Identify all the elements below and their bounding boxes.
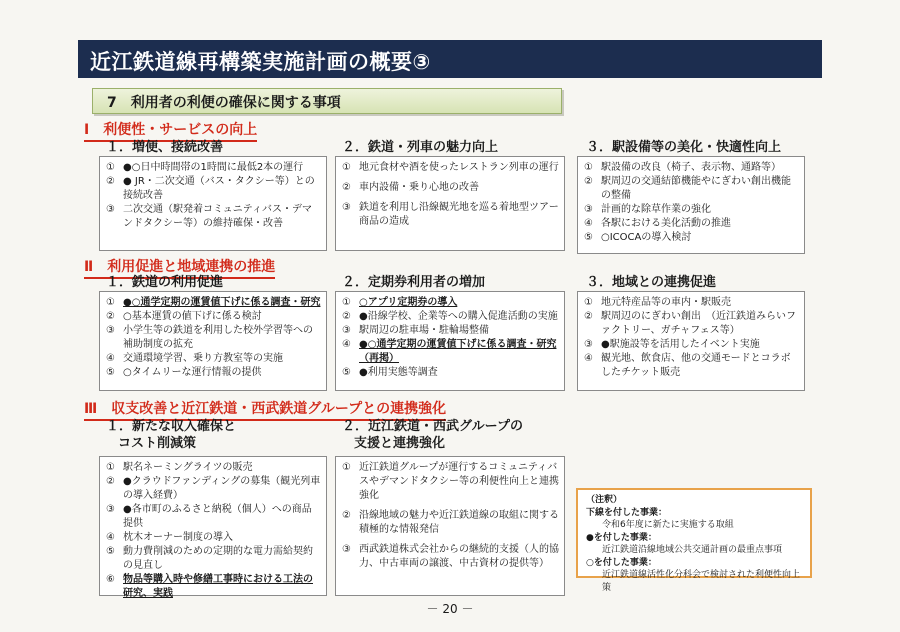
s1-col2-box <box>335 156 565 251</box>
list-item: ④ ●○通学定期の運賃値下げに係る調査・研究（再掲） <box>342 339 557 364</box>
note-line: 下線を付した事業： <box>586 507 668 518</box>
list-item: ③ 二次交通（駅発着コミュニティバス・デマンドタクシー等）の維持確保・改善 <box>106 204 312 229</box>
list-item: ② 沿線地域の魅力や近江鉄道線の取組に関する積極的な情報発信 <box>342 510 559 535</box>
list-item: ① ●○通学定期の運賃値下げに係る調査・研究 <box>106 297 321 308</box>
note-line: ●を付した事業： <box>586 532 657 543</box>
s3-col1-box <box>99 456 327 599</box>
s1-col3-box <box>577 156 805 254</box>
list-item: ⑥ 物品等購入時や修繕工事時における工法の研究、実践 <box>106 574 313 599</box>
s2-col3-title: ３．地域との連携促進 <box>586 275 717 290</box>
list-item: ③ ●各市町のふるさと納税（個人）への商品提供 <box>106 504 312 529</box>
list-item: ① 近江鉄道グループが運行するコミュニティバスやデマンドタクシー等の利便性向上と連携強化 <box>342 462 559 501</box>
note-line: ○を付した事業： <box>586 557 657 568</box>
s3-col1-title: １．新たな収入確保と コスト削減策 <box>106 419 237 451</box>
list-item: ② ●沿線学校、企業等への購入促進活動の実施 <box>342 311 558 322</box>
list-item: ③ 鉄道を利用し沿線観光地を巡る着地型ツアー商品の造成 <box>342 202 559 227</box>
list-item: ② ●クラウドファンディングの募集（観光列車の導入経費） <box>106 476 321 501</box>
list-item: ① ●○日中時間帯の1時間に最低2本の運行 <box>106 162 304 173</box>
list-item: ② 駅周辺の交通結節機能やにぎわい創出機能の整備 <box>584 176 791 201</box>
section-3-heading: Ⅲ 収支改善と近江鉄道・西武鉄道グループとの連携強化 <box>84 398 446 421</box>
list-item: ② 車内設備・乗り心地の改善 <box>342 182 479 193</box>
s2-col1-box <box>99 291 327 391</box>
list-item: ④ 交通環境学習、乗り方教室等の実施 <box>106 353 283 364</box>
s1-col1-box <box>99 156 327 251</box>
list-item: ③ 西武鉄道株式会社からの継続的支援（人的協力、中古車両の譲渡、中古資材の提供等） <box>342 544 559 569</box>
list-item: ③ 駅周辺の駐車場・駐輪場整備 <box>342 325 489 336</box>
page-title: 近江鉄道線再構築実施計画の概要③ <box>78 40 822 78</box>
list-item: ④ 観光地、飲食店、他の交通モードとコラボしたチケット販売 <box>584 353 791 378</box>
list-item: ① 駅名ネーミングライツの販売 <box>106 462 253 473</box>
s2-col1-title: １．鉄道の利用促進 <box>106 275 224 290</box>
note-title: （注釈） <box>586 495 623 505</box>
list-item: ② 駅周辺のにぎわい創出 （近江鉄道みらいファクトリー、ガチャフェス等） <box>584 311 796 336</box>
list-item: ③ 小学生等の鉄道を利用した校外学習等への補助制度の拡充 <box>106 325 313 350</box>
s1-col2-title: ２．鉄道・列車の魅力向上 <box>342 140 499 155</box>
s1-col1-title: １．増便、接続改善 <box>106 140 224 155</box>
section-1-heading: Ⅰ 利便性・サービスの向上 <box>84 119 257 142</box>
list-item: ④ 各駅における美化活動の推進 <box>584 218 731 229</box>
list-item: ② ● JR・二次交通（バス・タクシー等）との接続改善 <box>106 176 315 201</box>
annotation-note <box>576 488 812 593</box>
note-line: 令和6年度に新たに実施する取組 <box>602 520 734 530</box>
s2-col3-box <box>577 291 805 391</box>
s2-col2-box <box>335 291 565 391</box>
list-item: ③ 計画的な除草作業の強化 <box>584 204 711 215</box>
s2-col2-title: ２．定期券利用者の増加 <box>342 275 486 290</box>
page-number: － 20 － <box>426 602 474 616</box>
note-line: 近江鉄道沿線地域公共交通計画の最重点事項 <box>602 545 783 555</box>
list-item: ① 駅設備の改良（椅子、表示物、通路等） <box>584 162 781 173</box>
list-item: ⑤ ○タイムリーな運行情報の提供 <box>106 367 262 378</box>
note-line: 近江鉄道線活性化分科会で検討された利便性向上策 <box>602 570 801 593</box>
list-item: ⑤ 動力費削減のための定期的な電力需給契約の見直し <box>106 546 313 571</box>
list-item: ① 地元特産品等の車内・駅販売 <box>584 297 731 308</box>
list-item: ② ○基本運賃の値下げに係る検討 <box>106 311 262 322</box>
list-item: ⑤ ●利用実態等調査 <box>342 367 438 378</box>
list-item: ③ ●駅施設等を活用したイベント実施 <box>584 339 760 350</box>
s1-col3-title: ３．駅設備等の美化・快適性向上 <box>586 140 782 155</box>
list-item: ④ 枕木オーナー制度の導入 <box>106 532 233 543</box>
list-item: ⑤ ○ICOCAの導入検討 <box>584 232 692 243</box>
s3-col2-box <box>335 456 565 596</box>
list-item: ① ○アプリ定期券の導入 <box>342 297 458 308</box>
s3-col2-title: ２．近江鉄道・西武グループの 支援と連携強化 <box>342 419 523 451</box>
section-2-heading: Ⅱ 利用促進と地域連携の推進 <box>84 256 275 279</box>
section-7-banner: 7 利用者の利便の確保に関する事項 <box>92 88 562 114</box>
list-item: ① 地元食材や酒を使ったレストラン列車の運行 <box>342 162 559 173</box>
